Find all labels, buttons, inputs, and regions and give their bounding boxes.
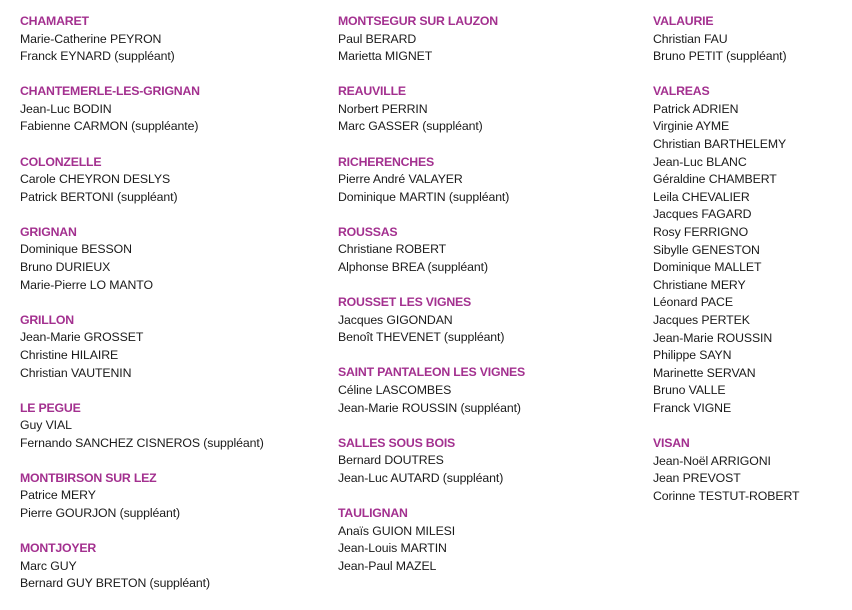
member-name: Jean-Luc AUTARD (suppléant) — [338, 470, 504, 485]
member-name: Bruno PETIT (suppléant) — [653, 49, 787, 64]
member-name: Benoît THEVENET (suppléant) — [338, 330, 505, 345]
member-name: Marinette SERVAN — [653, 365, 756, 380]
commune-section — [338, 224, 638, 277]
commune-section — [338, 505, 638, 575]
column-2 — [338, 13, 638, 593]
member-name: Géraldine CHAMBERT — [653, 172, 777, 187]
commune-heading: LE PEGUE — [20, 400, 81, 415]
commune-section — [338, 294, 638, 347]
member-name: Jean-Luc BLANC — [653, 154, 747, 169]
member-name: Leila CHEVALIER — [653, 189, 750, 204]
commune-heading: SALLES SOUS BOIS — [338, 435, 456, 450]
member-name: Patrice MERY — [20, 488, 96, 503]
commune-section — [20, 154, 320, 207]
commune-heading: RICHERENCHES — [338, 154, 434, 169]
commune-heading: GRIGNAN — [20, 224, 77, 239]
commune-section — [20, 13, 320, 66]
member-name: Dominique BESSON — [20, 242, 132, 257]
member-name: Corinne TESTUT-ROBERT — [653, 488, 800, 503]
member-name: Guy VIAL — [20, 418, 72, 433]
member-name: Christian FAU — [653, 31, 728, 46]
member-name: Jean-Louis MARTIN — [338, 541, 447, 556]
member-name: Bruno DURIEUX — [20, 260, 111, 275]
commune-heading: CHANTEMERLE-LES-GRIGNAN — [20, 84, 200, 99]
member-name: Norbert PERRIN — [338, 101, 428, 116]
member-name: Fernando SANCHEZ CISNEROS (suppléant) — [20, 435, 264, 450]
commune-heading: CHAMARET — [20, 14, 89, 28]
member-name: Jean-Marie ROUSSIN — [653, 330, 773, 345]
member-name: Bernard GUY BRETON (suppléant) — [20, 576, 210, 591]
member-name: Pierre GOURJON (suppléant) — [20, 506, 181, 521]
commune-heading: VALREAS — [653, 84, 710, 99]
commune-heading: VALAURIE — [653, 14, 714, 28]
member-name: Christian BARTHELEMY — [653, 137, 787, 152]
commune-heading: GRILLON — [20, 312, 74, 327]
member-name: Marie-Pierre LO MANTO — [20, 277, 153, 292]
member-name: Jean-Marie GROSSET — [20, 330, 144, 345]
member-name: Anaïs GUION MILESI — [338, 523, 456, 538]
member-name: Léonard PACE — [653, 295, 733, 310]
member-name: Dominique MALLET — [653, 260, 762, 275]
commune-heading: TAULIGNAN — [338, 505, 408, 520]
commune-heading: MONTJOYER — [20, 541, 97, 556]
member-name: Marc GASSER (suppléant) — [338, 119, 483, 134]
member-name: Christine HILAIRE — [20, 347, 119, 362]
commune-heading: MONTBIRSON SUR LEZ — [20, 470, 157, 485]
commune-section — [20, 400, 320, 453]
member-name: Virginie AYME — [653, 119, 730, 134]
member-name: Jean-Luc BODIN — [20, 101, 112, 116]
commune-section — [20, 83, 320, 136]
member-name: Philippe SAYN — [653, 348, 732, 363]
member-name: Jean-Noël ARRIGONI — [653, 453, 771, 468]
commune-section — [20, 470, 320, 523]
member-name: Franck EYNARD (suppléant) — [20, 49, 175, 64]
commune-heading: SAINT PANTALEON LES VIGNES — [338, 365, 526, 380]
commune-section — [20, 224, 320, 294]
member-name: Christiane ROBERT — [338, 242, 447, 257]
member-name: Sibylle GENESTON — [653, 242, 760, 257]
commune-section — [653, 83, 843, 417]
member-name: Fabienne CARMON (suppléante) — [20, 119, 199, 134]
commune-section — [338, 83, 638, 136]
member-name: Dominique MARTIN (suppléant) — [338, 189, 510, 204]
member-name: Jacques GIGONDAN — [338, 312, 453, 327]
column-3 — [653, 13, 843, 523]
member-name: Jean PREVOST — [653, 471, 741, 486]
member-name: Alphonse BREA (suppléant) — [338, 260, 488, 275]
commune-section — [338, 154, 638, 207]
commune-section — [653, 13, 843, 66]
commune-heading: ROUSSET LES VIGNES — [338, 295, 472, 310]
member-name: Rosy FERRIGNO — [653, 225, 749, 240]
commune-section — [338, 364, 638, 417]
commune-heading: ROUSSAS — [338, 224, 398, 239]
member-name: Jacques FAGARD — [653, 207, 752, 222]
commune-heading: VISAN — [653, 436, 690, 451]
member-name: Jean-Paul MAZEL — [338, 558, 437, 573]
commune-heading: MONTSEGUR SUR LAUZON — [338, 14, 498, 28]
member-name: Pierre André VALAYER — [338, 172, 463, 187]
column-1 — [20, 13, 320, 610]
member-name: Bruno VALLE — [653, 383, 726, 398]
member-name: Paul BERARD — [338, 31, 417, 46]
member-name: Christian VAUTENIN — [20, 365, 132, 380]
commune-section — [20, 312, 320, 382]
commune-heading: COLONZELLE — [20, 154, 102, 169]
member-name: Carole CHEYRON DESLYS — [20, 172, 171, 187]
member-name: Patrick BERTONI (suppléant) — [20, 189, 178, 204]
member-name: Marc GUY — [20, 558, 77, 573]
member-name: Jacques PERTEK — [653, 313, 750, 327]
commune-heading: REAUVILLE — [338, 84, 406, 99]
member-name: Marie-Catherine PEYRON — [20, 31, 162, 46]
member-name: Christiane MERY — [653, 277, 746, 292]
member-name: Franck VIGNE — [653, 400, 732, 415]
commune-section — [338, 435, 638, 488]
commune-section — [653, 435, 843, 505]
member-name: Bernard DOUTRES — [338, 453, 444, 468]
commune-section — [338, 13, 638, 66]
member-name: Marietta MIGNET — [338, 49, 433, 64]
commune-section — [20, 540, 320, 593]
member-name: Céline LASCOMBES — [338, 383, 452, 397]
member-name: Patrick ADRIEN — [653, 101, 739, 116]
member-name: Jean-Marie ROUSSIN (suppléant) — [338, 400, 521, 415]
